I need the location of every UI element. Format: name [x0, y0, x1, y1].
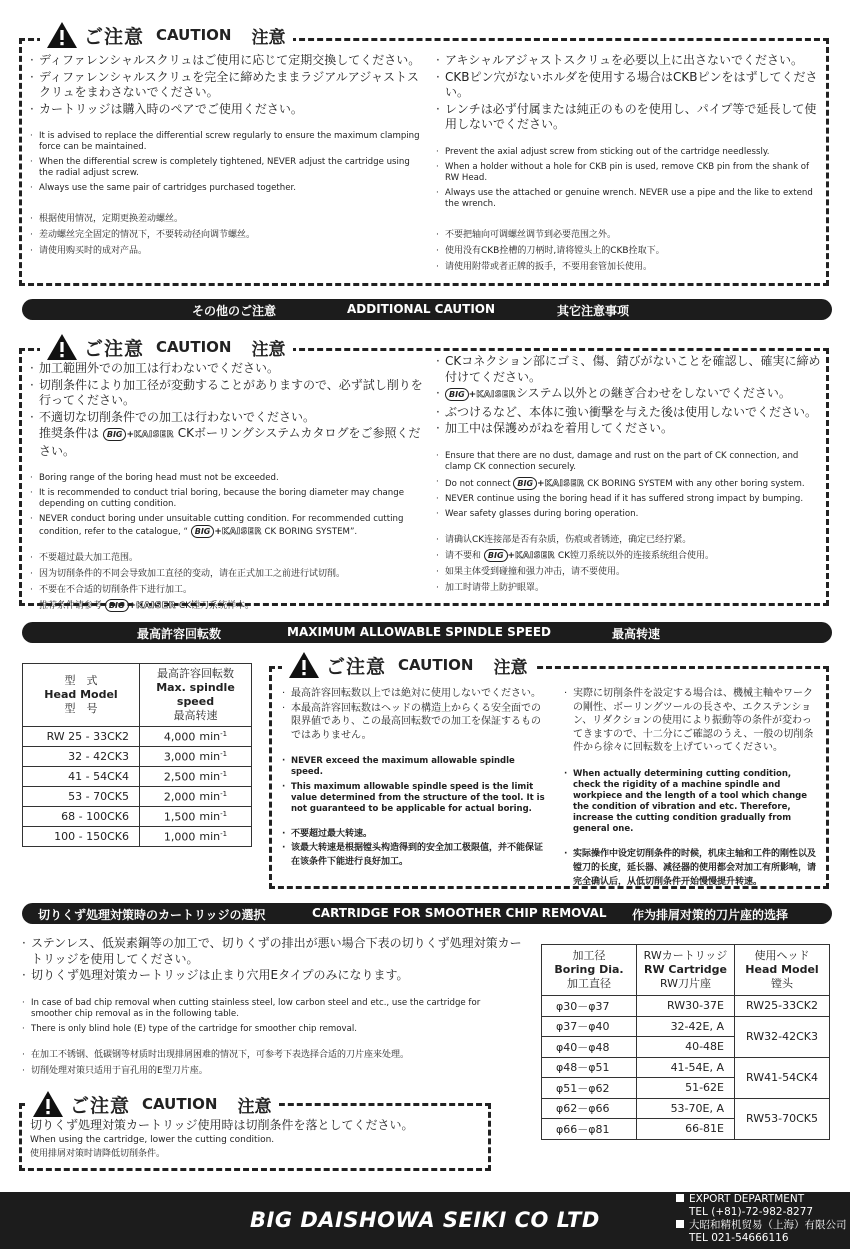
list-item: · 不要超过最大转速。 — [282, 827, 548, 841]
warning-icon — [32, 1090, 64, 1118]
cartridge-cell: 32-42E, A — [637, 1016, 735, 1037]
list-item: · ディファレンシャルスクリュはご使用に応じて定期交換してください。 — [30, 53, 424, 69]
brand-plus: + — [507, 550, 516, 561]
speed-value: 2,500 — [163, 770, 196, 784]
list-item: · 如果主体受到碰撞和强力冲击，请不要使用。 — [436, 564, 824, 580]
brand-plus: + — [128, 601, 137, 611]
list-item — [436, 477, 824, 490]
caution1-left — [30, 53, 424, 259]
recommend-line-ja — [30, 426, 426, 459]
speed-value: 3,000 — [163, 750, 196, 764]
recommend-text: CKボーリングシステムカタログをご参照ください。 — [39, 426, 421, 458]
header-ja: 型 式 — [64, 674, 98, 687]
header-ja: RWカートリッジ — [643, 949, 728, 962]
brand-logo — [513, 479, 584, 489]
speed-value: 1,000 — [163, 830, 196, 844]
bar-label-en: ADDITIONAL CAUTION — [347, 302, 496, 316]
head-model-cell: 32 - 42CK3 — [23, 747, 140, 767]
list-item: · 请使用附带或者正牌的扳手，不要用套管加长使用。 — [436, 259, 822, 275]
table-row — [23, 807, 252, 827]
cartridge-cell: 41-54E, A — [637, 1057, 735, 1078]
list-item: · It is advised to replace the differential screw regularly to ensure the maximum clamping force can be maintained. — [30, 131, 424, 153]
table-row — [23, 787, 252, 807]
caution-title-ja: ご注意 — [84, 337, 145, 360]
list-item: · 不要超过最大加工范围。 — [30, 550, 426, 566]
max-speed-cell — [140, 727, 252, 747]
china-office — [676, 1219, 847, 1232]
boring-dia-cell: φ62－φ66 — [542, 1098, 637, 1119]
speed-unit-exponent: -1 — [220, 729, 228, 738]
head-model-cell: 68 - 100CK6 — [23, 807, 140, 827]
col-boring-dia — [542, 945, 637, 996]
list-item: · 不要把轴向可调螺丝调节到必要范围之外。 — [436, 227, 822, 243]
bar-label-en: MAXIMUM ALLOWABLE SPINDLE SPEED — [287, 625, 551, 639]
table-row — [542, 996, 830, 1017]
boring-dia-cell: φ40－φ48 — [542, 1037, 637, 1058]
caution-title-en: CAUTION — [398, 656, 474, 674]
list-item: · 切りくず処理対策カートリッジは止まり穴用Eタイプのみになります。 — [22, 968, 522, 984]
caution3-right — [564, 687, 820, 889]
big-logo: BIG — [105, 599, 129, 612]
cartridge-cell: 40-48E — [637, 1037, 735, 1058]
item-text: CK BORING SYSTEM with any other boring system. — [587, 478, 805, 489]
max-speed-cell — [140, 807, 252, 827]
boring-dia-cell: φ48－φ51 — [542, 1057, 637, 1078]
big-logo: BIG — [191, 525, 215, 538]
table-row — [542, 1057, 830, 1078]
caution-header — [26, 1090, 279, 1118]
square-bullet-icon — [676, 1220, 684, 1228]
caution-header — [40, 333, 293, 361]
chip-text — [22, 936, 522, 1079]
list-item: · 切削条件により加工径が変動することがありますので、必ず試し削りを行ってください。 — [30, 378, 426, 409]
brand-plus: + — [537, 478, 545, 489]
head-model-cell: RW41-54CK4 — [735, 1057, 830, 1098]
header-en: Head Model — [44, 688, 118, 701]
speed-value: 4,000 — [163, 730, 196, 744]
list-item: · 不適切な切削条件での加工は行わないでください。 — [30, 410, 426, 426]
max-speed-cell — [140, 767, 252, 787]
list-item: · When a holder without a hole for CKB pin is used, remove CKB pin from the shank of RW Head. — [436, 162, 822, 184]
list-item: · NEVER continue using the boring head if it has suffered strong impact by bumping. — [436, 494, 824, 505]
speed-unit-exponent: -1 — [220, 769, 228, 778]
item-text: Do not connect — [445, 478, 511, 489]
item-text: システム以外との継ぎ合わせをしないでください。 — [516, 386, 791, 400]
brand-plus: + — [126, 430, 135, 440]
list-item — [30, 514, 426, 538]
caution2-right — [436, 354, 824, 596]
square-bullet-icon — [676, 1194, 684, 1202]
speed-value: 2,000 — [163, 790, 196, 804]
header-zh: 加工直径 — [567, 977, 611, 990]
header-en: RW Cartridge — [643, 963, 727, 976]
contact-info — [676, 1193, 847, 1245]
list-item: · This maximum allowable spindle speed is the limit value determined from the structure of the tool. It is not guaranteed to be applicable for actual boring. — [282, 782, 548, 815]
brand-plus: + — [468, 390, 477, 400]
head-model-cell: RW53-70CK5 — [735, 1098, 830, 1139]
head-model-cell: RW32-42CK3 — [735, 1016, 830, 1057]
export-tel: TEL (+81)-72-982-8277 — [689, 1206, 814, 1218]
bar-label-ja: 切りくず処理対策時のカートリッジの選択 — [38, 908, 266, 922]
caution3-left — [282, 687, 548, 869]
list-item: · CKコネクション部にゴミ、傷、錆びがないことを確認し、確実に締め付けてください。 — [436, 354, 824, 385]
list-item — [436, 548, 824, 564]
caution-title-ja: ご注意 — [70, 1094, 131, 1117]
boring-dia-cell: φ51－φ62 — [542, 1078, 637, 1099]
head-model-cell: 100 - 150CK6 — [23, 827, 140, 847]
list-item: · 実際に切削条件を設定する場合は、機械主軸やワークの剛性、ボーリングツールの長さや、エクステンション、リダクションの使用により振動等の条件が変わってきますので、十二分にご確認のうえ、一般の切削条件から徐々に回転数を上げていってください。 — [564, 687, 820, 755]
speed-unit-exponent: -1 — [220, 809, 228, 818]
table-row — [542, 1016, 830, 1037]
list-item: · 差动螺丝完全固定的情况下，不要转动径向调节螺丝。 — [30, 227, 424, 243]
header-zh: 型 号 — [64, 702, 98, 715]
list-item: · 加工时请带上防护眼罩。 — [436, 580, 824, 596]
list-item: · 根据使用情况，定期更换差动螺丝。 — [30, 211, 424, 227]
item-text: 请不要和 — [445, 550, 482, 561]
company-name: BIG DAISHOWA SEIKI CO LTD — [250, 1208, 600, 1232]
china-tel: TEL 021-54666116 — [689, 1232, 789, 1244]
list-item: · When the differential screw is completely tightened, NEVER adjust the cartridge using the radial adjust screw. — [30, 157, 424, 179]
list-item: · Prevent the axial adjust screw from sticking out of the cartridge needlessly. — [436, 147, 822, 158]
list-item: · Always use the same pair of cartridges purchased together. — [30, 183, 424, 194]
list-item: · 不要在不合适的切削条件下进行加工。 — [30, 582, 426, 598]
item-text: CK BORING SYSTEM”. — [261, 527, 358, 537]
list-item: · 因为切削条件的不同会导致加工直径的变动，请在正式加工之前进行试切削。 — [30, 566, 426, 582]
head-model-cell: 53 - 70CK5 — [23, 787, 140, 807]
list-item: · 加工範囲外での加工は行わないでください。 — [30, 361, 426, 377]
list-item: · Ensure that there are no dust, damage and rust on the part of CK connection, and clamp CK connection securely. — [436, 451, 824, 473]
speed-unit: min — [199, 770, 221, 784]
speed-unit-exponent: -1 — [220, 749, 228, 758]
header-zh: 最高转速 — [173, 709, 218, 722]
caution4-text — [30, 1118, 480, 1161]
list-item: · 请确认CK连接部是否有杂质，伤痕或者锈迹，确定已经拧紧。 — [436, 532, 824, 548]
list-item: · Boring range of the boring head must not be exceeded. — [30, 473, 426, 484]
list-item: · There is only blind hole (E) type of the cartridge for smoother chip removal. — [22, 1024, 522, 1035]
chip-removal-bar — [22, 903, 832, 924]
list-item: · 使用没有CKB拴槽的刀柄时,请将镗头上的CKB拴取下。 — [436, 243, 822, 259]
caution4-ja: 切りくず処理対策カートリッジ使用時は切削条件を落としてください。 — [30, 1118, 414, 1132]
speed-unit: min — [199, 750, 221, 764]
bar-label-ja: その他のご注意 — [192, 304, 277, 318]
list-item: · 本最高許容回転数はヘッドの構造上からくる安全面での限界値であり、この最高回転数での加工を保証するものではありません。 — [282, 702, 548, 743]
bar-label-ja: 最高許容回転数 — [137, 627, 222, 641]
caution-title-en: CAUTION — [142, 1095, 218, 1113]
speed-unit-exponent: -1 — [220, 829, 228, 838]
spindle-speed-bar — [22, 622, 832, 643]
list-item: · 最高許容回転数以上では絶対に使用しないでください。 — [282, 687, 548, 701]
caution-title-zh: 注意 — [493, 657, 528, 678]
kaiser-logo: KAISER — [134, 430, 174, 440]
speed-unit: min — [199, 730, 221, 744]
export-dept-label: EXPORT DEPARTMENT — [689, 1193, 805, 1205]
list-item: · ステンレス、低炭素鋼等の加工で、切りくずの排出が悪い場合下表の切りくず処理対策カートリッジを使用してください。 — [22, 936, 522, 967]
list-item: · CKBピン穴がないホルダを使用する場合はCKBピンをはずしてください。 — [436, 70, 822, 101]
kaiser-logo: KAISER — [476, 390, 517, 400]
head-model-cell: RW25-33CK2 — [735, 996, 830, 1017]
list-item: · カートリッジは購入時のペアでご使用ください。 — [30, 102, 424, 118]
caution-header — [40, 21, 293, 49]
brand-logo — [105, 601, 176, 611]
brand-plus: + — [214, 527, 222, 537]
header-en: Head Model — [745, 963, 819, 976]
big-logo: BIG — [445, 388, 469, 401]
boring-dia-cell: φ30－φ37 — [542, 996, 637, 1017]
brand-logo — [445, 390, 516, 400]
caution-header — [282, 651, 535, 679]
recommend-text: 推奨条件は — [39, 426, 100, 440]
list-item: · ぶつけるなど、本体に強い衝撃を与えた後は使用しないでください。 — [436, 405, 824, 421]
warning-icon — [46, 21, 78, 49]
china-office-name: 大昭和精机贸易（上海）有限公司 — [689, 1219, 847, 1231]
caution-title-zh: 注意 — [237, 1096, 272, 1117]
bar-label-zh: 其它注意事项 — [557, 304, 630, 318]
kaiser-logo: KAISER — [221, 527, 262, 537]
header-ja: 最高許容回転数 — [157, 667, 234, 680]
caution4-zh: 使用排屑对策时请降低切削条件。 — [30, 1148, 166, 1159]
kaiser-logo: KAISER — [136, 601, 176, 611]
caution-title-en: CAUTION — [156, 338, 232, 356]
bar-label-en: CARTRIDGE FOR SMOOTHER CHIP REMOVAL — [312, 906, 607, 920]
cartridge-cell: 51-62E — [637, 1078, 735, 1099]
caution2-left — [30, 361, 426, 614]
recommend-text: CK镗刀系统样本。 — [178, 601, 254, 611]
speed-unit-exponent: -1 — [220, 789, 228, 798]
head-model-cell: 41 - 54CK4 — [23, 767, 140, 787]
cartridge-cell: 53-70E, A — [637, 1098, 735, 1119]
caution1-right — [436, 53, 822, 275]
speed-value: 1,500 — [163, 810, 196, 824]
col-head-model — [23, 664, 140, 727]
boring-dia-cell: φ37－φ40 — [542, 1016, 637, 1037]
caution-title-zh: 注意 — [251, 339, 286, 360]
export-dept — [676, 1193, 847, 1206]
col-head-model — [735, 945, 830, 996]
big-logo: BIG — [103, 428, 127, 441]
head-model-cell: RW 25 - 33CK2 — [23, 727, 140, 747]
big-logo: BIG — [484, 549, 508, 562]
header-ja: 加工径 — [572, 949, 606, 962]
boring-dia-cell: φ66－φ81 — [542, 1119, 637, 1140]
list-item: · 请使用购买时的成对产品。 — [30, 243, 424, 259]
list-item — [436, 386, 824, 404]
caution-title-zh: 注意 — [251, 27, 286, 48]
brand-logo — [191, 527, 262, 537]
list-item: · 切削处理对策只适用于盲孔用的E型刀片座。 — [22, 1063, 522, 1079]
caution-title-ja: ご注意 — [326, 655, 387, 678]
list-item: · Wear safety glasses during boring operation. — [436, 509, 824, 520]
table-header-row — [23, 664, 252, 727]
table-row — [23, 747, 252, 767]
list-item: · It is recommended to conduct trial boring, because the boring diameter may change depending on cutting condition. — [30, 488, 426, 510]
footer — [0, 1192, 850, 1249]
table-header-row — [542, 945, 830, 996]
additional-caution-bar — [22, 299, 832, 320]
bar-label-zh: 最高转速 — [612, 627, 661, 641]
header-ja: 使用ヘッド — [754, 949, 810, 962]
col-rw-cartridge — [637, 945, 735, 996]
speed-unit: min — [199, 830, 221, 844]
max-speed-cell — [140, 827, 252, 847]
list-item: · 加工中は保護めがねを着用してください。 — [436, 421, 824, 437]
max-speed-cell — [140, 787, 252, 807]
caution-title-ja: ご注意 — [84, 25, 145, 48]
list-item: · Always use the attached or genuine wrench. NEVER use a pipe and the like to extend the wrench. — [436, 188, 822, 210]
kaiser-logo: KAISER — [515, 550, 555, 561]
cartridge-cell: 66-81E — [637, 1119, 735, 1140]
col-max-speed — [140, 664, 252, 727]
kaiser-logo: KAISER — [544, 478, 585, 489]
header-en: Max. spindle speed — [156, 681, 235, 708]
header-en: Boring Dia. — [554, 963, 624, 976]
chip-cartridge-table — [541, 944, 830, 1140]
header-zh: 镗头 — [771, 977, 793, 990]
list-item: · アキシャルアジャストスクリュを必要以上に出さないでください。 — [436, 53, 822, 69]
list-item: · When actually determining cutting condition, check the rigidity of a machine spindle and workpiece and the length of a tool which change the condition of vibration and etc. Therefore, increase the cutting condition gradually from general one. — [564, 769, 820, 835]
brand-logo — [103, 430, 174, 440]
speed-unit: min — [199, 790, 221, 804]
warning-icon — [288, 651, 320, 679]
list-item: · NEVER exceed the maximum allowable spindle speed. — [282, 756, 548, 778]
big-logo: BIG — [513, 477, 537, 490]
caution-title-en: CAUTION — [156, 26, 232, 44]
table-row — [542, 1098, 830, 1119]
spindle-speed-table — [22, 663, 252, 847]
speed-unit: min — [199, 810, 221, 824]
list-item: · ディファレンシャルスクリュを完全に締めたままラジアルアジャストスクリュをまわさないでください。 — [30, 70, 424, 101]
brand-logo — [484, 551, 555, 561]
caution4-en: When using the cartridge, lower the cutting condition. — [30, 1134, 275, 1145]
warning-icon — [46, 333, 78, 361]
list-item: · 该最大转速是根据镗头构造得到的安全加工极限值，并不能保证在该条件下能进行良好加工。 — [282, 841, 548, 869]
recommend-line-zh — [30, 598, 426, 614]
table-row — [23, 827, 252, 847]
bar-label-zh: 作为排屑对策的刀片座的选择 — [632, 908, 789, 922]
max-speed-cell — [140, 747, 252, 767]
item-text: NEVER conduct boring under unsuitable cutting condition. For recommended cutting condition, refer to the catalogue, “ — [39, 514, 404, 537]
list-item: · In case of bad chip removal when cutting stainless steel, low carbon steel and etc., use the cartridge for smoother chip removal as in the following table. — [22, 998, 522, 1020]
table-row — [23, 767, 252, 787]
list-item: · レンチは必ず付属または純正のものを使用し、パイプ等で延長して使用しないでください。 — [436, 102, 822, 133]
table-row — [23, 727, 252, 747]
item-text: CK镗刀系统以外的连接系统组合使用。 — [557, 550, 714, 561]
cartridge-cell: RW30-37E — [637, 996, 735, 1017]
list-item: · 实际操作中设定切削条件的时候，机床主轴和工件的刚性以及镗刀的长度，延长器、减径器的使用都会对加工有所影响，请完全确认后，从低切削条件开始慢慢提升转速。 — [564, 847, 820, 889]
recommend-text: 推荐条件请参考 — [39, 601, 103, 611]
header-zh: RW刀片座 — [659, 977, 712, 990]
list-item: · 在加工不锈钢、低碳钢等材质时出现排屑困难的情况下，可参考下表选择合适的刀片座来处理。 — [22, 1047, 522, 1063]
